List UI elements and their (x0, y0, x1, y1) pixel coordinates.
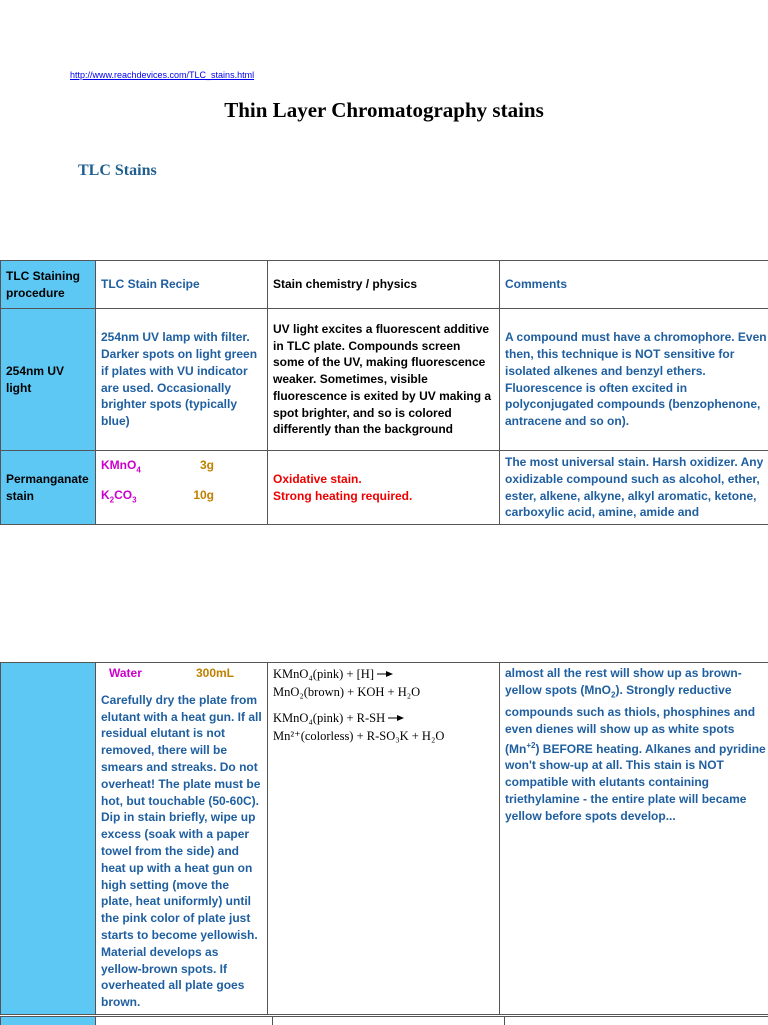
equation-1-products: MnO₂(brown) + KOH + H₂O (273, 683, 494, 701)
table-row-permanganate-cont (1, 663, 768, 1015)
table-row-permanganate (1, 451, 768, 525)
kmno4-procedure-text: Carefully dry the plate from elutant with a heat gun. If all residual elutant is not removed, there will be smears and streaks. Do not overheat! The plate must be hot, but touchable (50-60C). Dip in stain briefly, wipe up excess (soak with a paper towel from the side) and heat up with a heat gun on high setting (move the plate, heat uniformly) until the pink color of plate just starts to become yellowish. Material develops as yellow-brown spots. If overheated all plate goes brown. (101, 692, 262, 1011)
next-row-fragment (0, 1016, 768, 1024)
page-title: Thin Layer Chromatography stains (0, 98, 768, 123)
kmno4-cont-procedure (1, 663, 96, 1015)
kmno4-chemistry (268, 451, 500, 525)
equation-2-products: Mn²⁺(colorless) + R-SO₃K + H₂O (273, 727, 494, 745)
stains-table (0, 260, 768, 525)
uv-procedure: 254nm UV light (1, 309, 96, 451)
kmno4-cont-chemistry (268, 663, 500, 1015)
header-recipe: TLC Stain Recipe (96, 261, 268, 309)
kmno4-chemistry-line2: Strong heating required. (273, 488, 494, 505)
reagent-water-amount: 300mL (196, 665, 234, 682)
table-header-row (1, 261, 768, 309)
reagent-kmno4-name: KMnO$_4$ (101, 457, 141, 479)
section-subtitle: TLC Stains (78, 162, 157, 180)
kmno4-chemistry-line1: Oxidative stain. (273, 471, 494, 488)
table-row-uv (1, 309, 768, 451)
reagent-kmno4-amount: 3g (200, 457, 214, 479)
equation-1-reactants: KMnO₄(pink) + [H] (273, 667, 374, 681)
kmno4-cont-recipe (96, 663, 268, 1015)
reagent-k2co3 (101, 487, 262, 509)
reagent-kmno4 (101, 457, 262, 479)
reagent-water (101, 665, 262, 682)
reagent-k2co3-amount: 10g (193, 487, 214, 509)
source-url-link[interactable]: http://www.reachdevices.com/TLC_stains.html (70, 70, 254, 80)
reaction-arrow-icon (388, 709, 404, 727)
equation-2 (273, 709, 494, 745)
header-comments: Comments (500, 261, 768, 309)
equation-2-reactants: KMnO₄(pink) + R-SH (273, 711, 385, 725)
uv-recipe: 254nm UV lamp with filter. Darker spots on light green if plates with VU indicator are used. Occasionally brighter spots (typically blue) (96, 309, 268, 451)
header-procedure: TLC Staining procedure (1, 261, 96, 309)
reaction-arrow-icon (377, 665, 393, 683)
kmno4-procedure: Permanganate stain (1, 451, 96, 525)
kmno4-cont-comments: almost all the rest will show up as brown-yellow spots (MnO$_2$). Strongly reductive compounds such as thiols, phosphines and even dienes will show up as white spots $(Mn^{+2})$ BEFORE heating. Alkanes and pyridine won't show-up at all. This stain is NOT compatible with elutants containing triethylamine - the entire plate will became yellow before spots develop... (500, 663, 768, 1015)
header-chemistry: Stain chemistry / physics (268, 261, 500, 309)
equation-1 (273, 665, 494, 701)
reagent-k2co3-name: $K_2CO_3$ (101, 487, 137, 509)
kmno4-recipe (96, 451, 268, 525)
uv-comments: A compound must have a chromophore. Even then, this technique is NOT sensitive for isolated alkenes and benzyl ethers. Fluorescence is often excited in polyconjugated compounds (benzophenone, antracene and so on). (500, 309, 768, 451)
reagent-water-name: Water (101, 665, 142, 682)
kmno4-comments: The most universal stain. Harsh oxidizer. Any oxidizable compound such as alcohol, ether, ester, alkene, alkyne, alkyl aromatic, ketone, carboxylic acid, amine, amide and (500, 451, 768, 525)
stains-table-continued (0, 662, 768, 1015)
uv-chemistry: UV light excites a fluorescent additive in TLC plate. Compounds screen some of the UV, making fluorescence weaker. Sometimes, visible fluorescence is exited by UV making a spot brighter, and so is colored differently than the background (268, 309, 500, 451)
